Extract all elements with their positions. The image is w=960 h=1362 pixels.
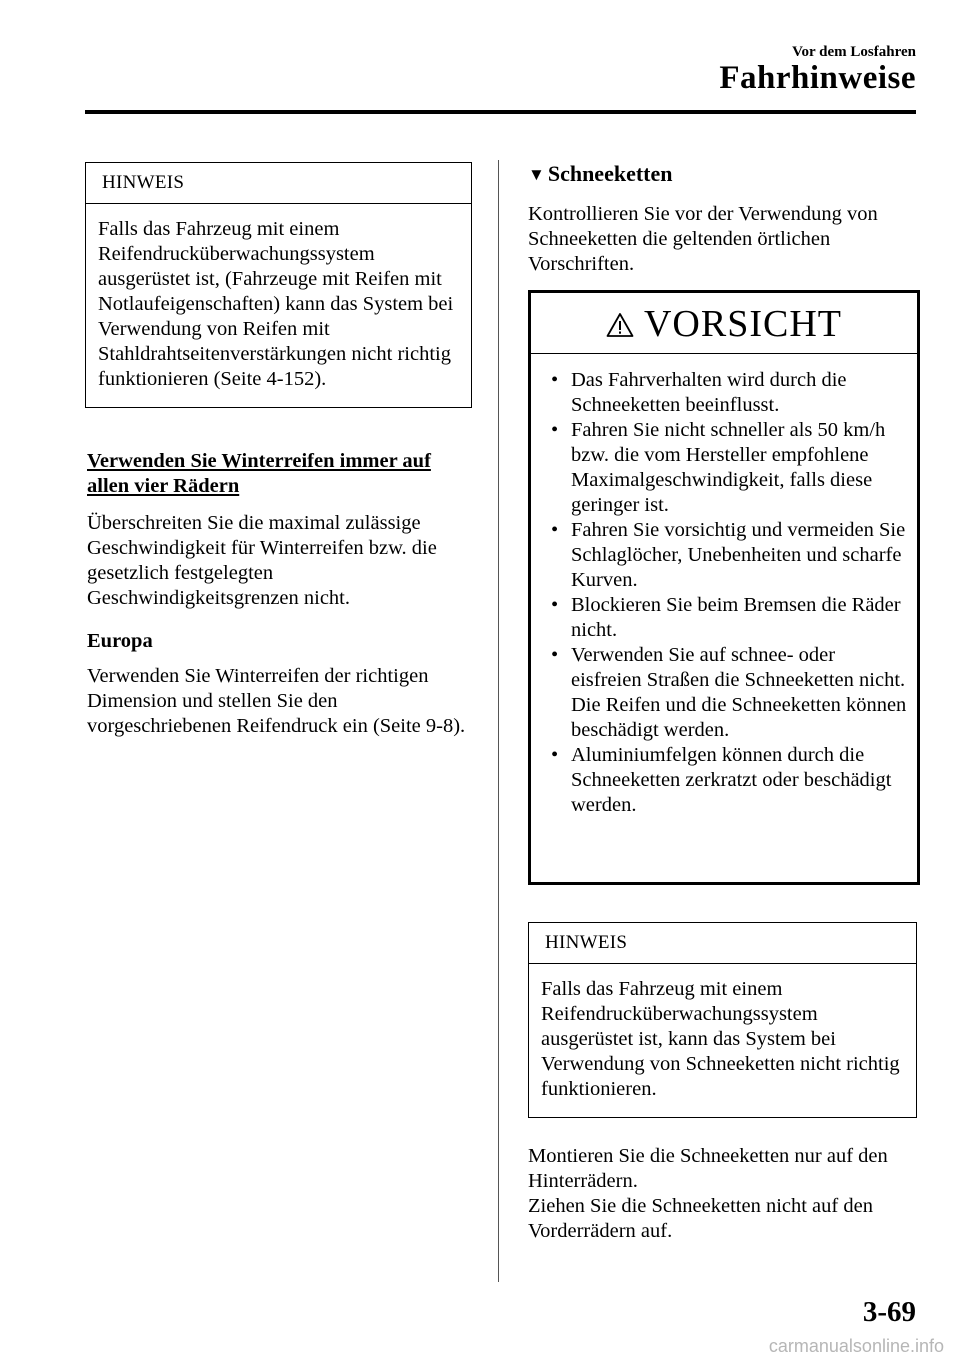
bullet: • — [551, 369, 559, 391]
paragraph-line: Montieren Sie die Schneeketten nur auf den Hinterrädern. — [528, 1145, 888, 1192]
note-label: HINWEIS — [86, 163, 471, 204]
warning-triangle-icon — [606, 312, 634, 338]
caution-box — [528, 290, 920, 885]
note-box — [528, 922, 917, 1118]
watermark: carmanualsonline.info — [768, 1336, 944, 1356]
page-number: 3-69 — [862, 1296, 916, 1328]
caution-label: VORSICHT — [643, 303, 843, 345]
paragraph-winter-tires: Überschreiten Sie die maximal zulässige Geschwindigkeit für Winterreifen bzw. die gesetzlich festgelegten Geschwindigkeitsgrenzen nicht. — [87, 512, 437, 609]
paragraph-snow-chains-intro: Kontrollieren Sie vor der Verwendung von Schneeketten die geltenden örtlichen Vorschriften. — [528, 203, 878, 275]
caution-item-text: Blockieren Sie beim Bremsen die Räder nicht. — [571, 594, 901, 641]
section-label: Vor dem Losfahren — [792, 44, 916, 60]
note-text: Falls das Fahrzeug mit einem Reifendrucküberwachungssystem ausgerüstet ist, kann das System bei Verwendung von Schneeketten nicht richtig funktionieren. — [541, 978, 900, 1100]
note-label: HINWEIS — [529, 923, 916, 964]
caution-item-text: Aluminiumfelgen können durch die Schneeketten zerkratzt oder beschädigt werden. — [571, 744, 892, 816]
note-box — [85, 162, 472, 408]
bullet: • — [551, 594, 559, 616]
caution-item — [531, 518, 907, 593]
paragraph-line: Ziehen Sie die Schneeketten nicht auf den Vorderrädern auf. — [528, 1195, 873, 1242]
bullet: • — [551, 644, 559, 666]
caution-item — [531, 368, 907, 418]
paragraph-mount-chains — [528, 1144, 918, 1244]
paragraph-europa: Verwenden Sie Winterreifen der richtigen Dimension und stellen Sie den vorgeschriebenen Reifendruck ein (Seite 9-8). — [87, 665, 466, 737]
bullet: • — [551, 519, 559, 541]
caution-item-text: Das Fahrverhalten wird durch die Schneeketten beeinflusst. — [571, 369, 847, 416]
bullet: • — [551, 419, 559, 441]
caution-list — [531, 354, 917, 818]
page-title: Fahrhinweise — [719, 60, 916, 96]
section-heading-text: Schneeketten — [547, 161, 673, 186]
caution-header — [531, 293, 917, 354]
section-heading-winter-tires: Verwenden Sie Winterreifen immer auf allen vier Rädern — [87, 450, 431, 497]
section-heading-snow-chains — [528, 160, 672, 189]
heading-marker-icon: ▼ — [528, 165, 545, 184]
subheading-europa: Europa — [87, 630, 153, 652]
caution-item — [531, 593, 907, 643]
caution-item-text: Fahren Sie nicht schneller als 50 km/h bzw. die vom Hersteller empfohlene Maximalgeschwindigkeit, falls diese geringer ist. — [571, 419, 886, 516]
header-rule — [85, 110, 916, 114]
caution-item — [531, 418, 907, 518]
caution-item-text: Verwenden Sie auf schnee- oder eisfreien Straßen die Schneeketten nicht. Die Reifen und die Schneeketten können beschädigt werden. — [571, 644, 907, 741]
bullet: • — [551, 744, 559, 766]
column-divider — [498, 160, 499, 1282]
caution-item — [531, 743, 907, 818]
caution-item-text: Fahren Sie vorsichtig und vermeiden Sie Schlaglöcher, Unebenheiten und scharfe Kurven. — [571, 519, 906, 591]
note-text: Falls das Fahrzeug mit einem Reifendrucküberwachungssystem ausgerüstet ist, (Fahrzeuge mit Reifen mit Notlaufeigenschaften) kann das System bei Verwendung von Reifen mit Stahldrahtseitenverstärkungen nicht richtig funktionieren (Seite 4-152). — [98, 218, 454, 390]
caution-item — [531, 643, 907, 743]
